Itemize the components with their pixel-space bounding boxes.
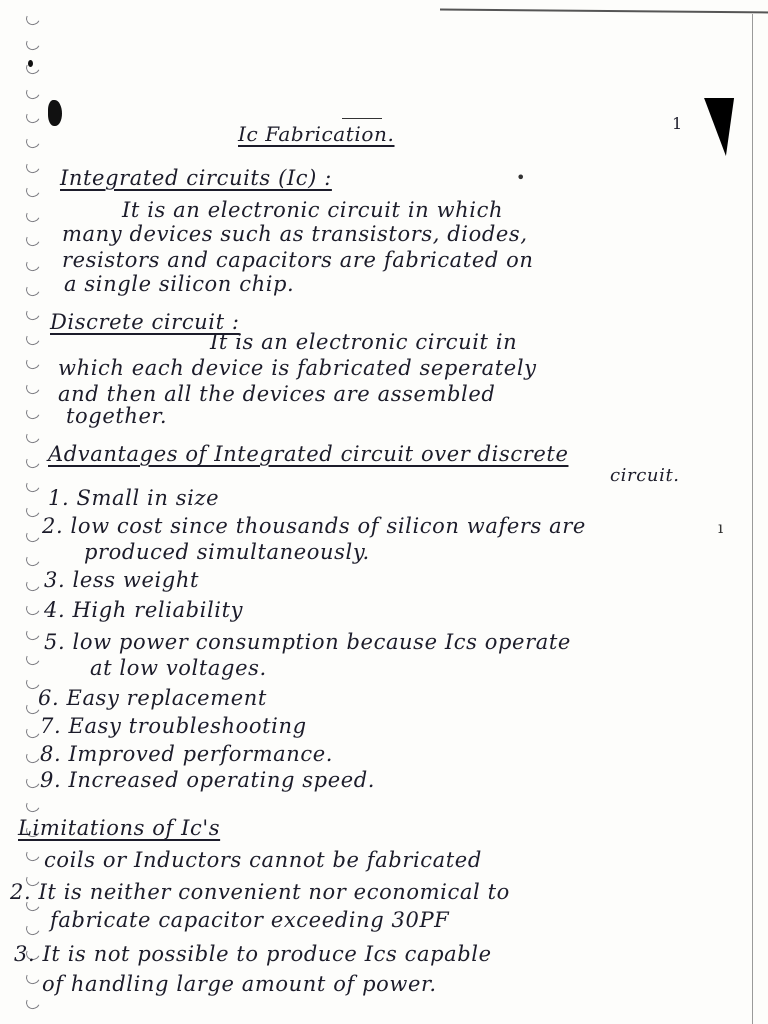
advantage-item: 2. low cost since thousands of silicon wafers are (42, 514, 586, 538)
discrete-def-line: together. (66, 404, 168, 428)
binding-hole (24, 256, 42, 273)
binding-hole (24, 477, 42, 494)
binding-hole (24, 502, 42, 519)
stray-dot: • (516, 168, 526, 187)
binding-hole (24, 404, 42, 421)
advantage-item: 1. Small in size (48, 486, 220, 510)
page-number: 1 (672, 114, 683, 133)
ink-dot (28, 60, 33, 67)
ic-def-line: It is an electronic circuit in which (122, 198, 504, 222)
binding-hole (24, 994, 42, 1011)
limitation-item: of handling large amount of power. (42, 972, 437, 996)
limitation-item: 3. It is not possible to produce Ics capable (14, 942, 492, 966)
advantage-item: at low voltages. (90, 656, 267, 680)
binding-hole (24, 797, 42, 814)
binding-hole (24, 305, 42, 322)
advantage-item: 4. High reliability (44, 598, 244, 622)
title-overline (342, 118, 382, 119)
page-title: Ic Fabrication. (238, 122, 395, 146)
advantage-item: 6. Easy replacement (38, 686, 267, 710)
ic-def-line: resistors and capacitors are fabricated on (62, 248, 534, 272)
advantage-item: 5. low power consumption because Ics operate (44, 630, 571, 654)
ic-def-line: a single silicon chip. (64, 272, 295, 296)
advantage-item: produced simultaneously. (84, 540, 370, 564)
advantages-heading-cont: circuit. (610, 465, 680, 486)
discrete-def-line: which each device is fabricated seperately (58, 356, 537, 380)
ink-blot (48, 100, 62, 126)
limitations-heading: Limitations of Ic's (18, 816, 221, 840)
advantage-item: 3. less weight (44, 568, 200, 592)
top-rule (440, 9, 768, 14)
binding-hole (24, 846, 42, 863)
binding-hole (24, 207, 42, 224)
limitation-item: 2. It is neither convenient nor economical to (10, 880, 510, 904)
binding-hole (24, 10, 42, 27)
binding-hole (24, 59, 42, 76)
advantages-heading: Advantages of Integrated circuit over discrete (48, 442, 569, 466)
binding-hole (24, 551, 42, 568)
binding-hole (24, 625, 42, 642)
discrete-heading: Discrete circuit : (50, 310, 240, 334)
advantage-item: 7. Easy troubleshooting (40, 714, 307, 738)
ic-heading: Integrated circuits (Ic) : (60, 166, 332, 190)
binding-hole (24, 453, 42, 470)
binding-hole (24, 182, 42, 199)
binding-hole (24, 379, 42, 396)
binding-hole (24, 576, 42, 593)
binding-hole (24, 108, 42, 125)
advantage-item: 9. Increased operating speed. (40, 768, 376, 792)
binding-hole (24, 527, 42, 544)
binding-hole (24, 354, 42, 371)
binding-hole (24, 650, 42, 667)
margin-rule (752, 14, 753, 1024)
ic-def-line: many devices such as transistors, diodes, (62, 222, 528, 246)
binding-hole (24, 231, 42, 248)
binding-hole (24, 158, 42, 175)
binding-hole (24, 133, 42, 150)
discrete-def-line: and then all the devices are assembled (58, 382, 496, 406)
binding-hole (24, 281, 42, 298)
discrete-def-line: It is an electronic circuit in (210, 330, 518, 354)
binding-hole (24, 969, 42, 986)
binding-hole (24, 84, 42, 101)
limitation-item: coils or Inductors cannot be fabricated (44, 848, 482, 872)
stray-mark: ı (718, 518, 724, 537)
advantage-item: 8. Improved performance. (40, 742, 334, 766)
corner-triangle-mark (696, 98, 734, 156)
spiral-binding-holes (26, 8, 46, 1018)
binding-hole (24, 428, 42, 445)
binding-hole (24, 920, 42, 937)
binding-hole (24, 600, 42, 617)
binding-hole (24, 330, 42, 347)
binding-hole (24, 35, 42, 52)
limitation-item: fabricate capacitor exceeding 30PF (50, 908, 450, 932)
